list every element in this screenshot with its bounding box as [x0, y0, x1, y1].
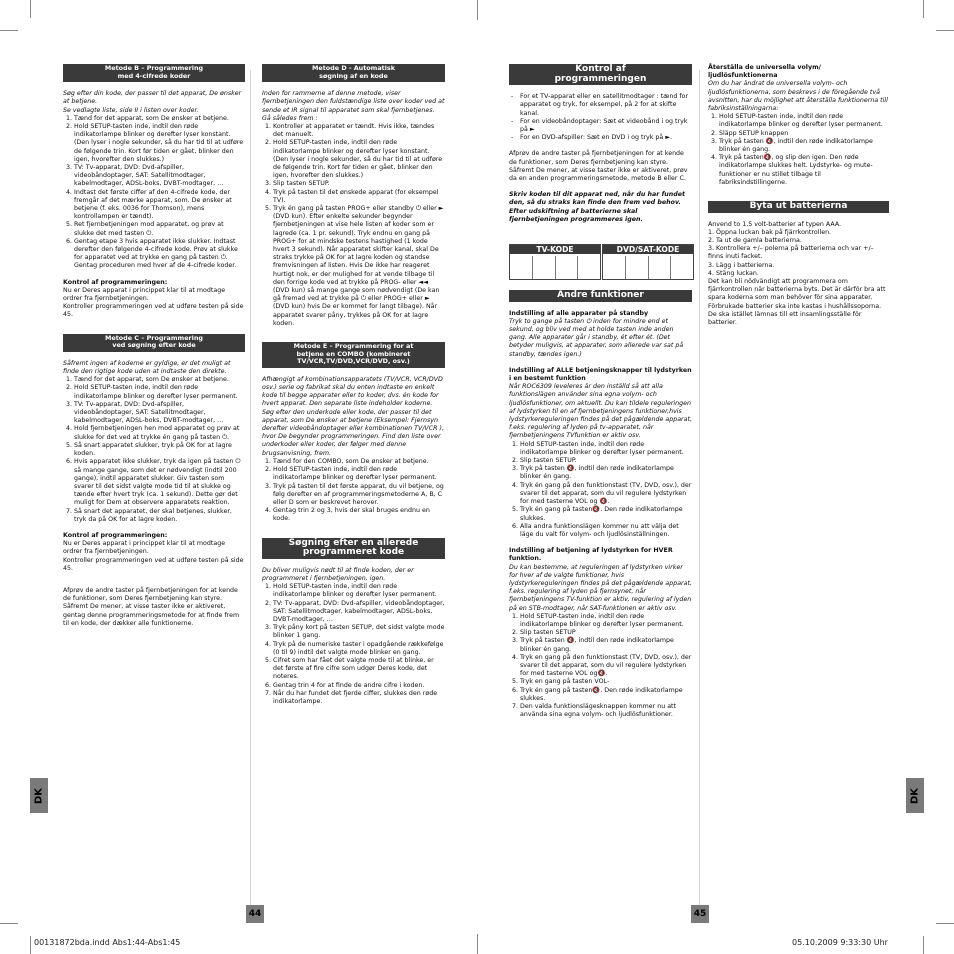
step: 6. Tryk én gang på tasten🔇. Den røde indikatorlampe slukkes.	[520, 687, 692, 703]
step: 4. Tryk én gang på den funktionstast (TV, DVD, osv.), der svarer til det apparat, som du vil regulere lydstyrken for med tasterne VOL og 🔇.	[520, 482, 692, 507]
footer-file-info: 00131872bda.indd Abs1:44-Abs1:45	[34, 938, 181, 947]
step: 3. Tryk på tasten 🔇, indtil den røde indikatorlampe blinker én gang.	[520, 637, 692, 653]
step: 1. Hold SETUP-tasten inde, indtil den røde indikatorlampe blinker og derefter lyser permanent.	[520, 441, 692, 457]
step: 5. Tryk en gang på tasten VOL-	[520, 678, 692, 686]
step: 5. Ret fjernbetjeningen mod apparatet, og prøv at slukke det med tasten ⏻.	[74, 221, 245, 237]
crop-mark	[30, 0, 31, 18]
paragraph: Nu er Deres apparat i princippet klar til at modtage ordrer fra fjernbetjeningen. Kontroller programmeringen ved at udføre testen på side 45.	[63, 540, 244, 572]
step: 1. Hold SETUP-tasten inde, indtil den røde indikatorlampe blinker og derefter lyser permanent.	[719, 113, 889, 129]
gutter-line	[699, 70, 700, 915]
list-item: - For en videobåndoptager: Sæt et videobånd i og tryk på ►	[520, 118, 692, 134]
section-header-other-functions: Andre funktioner	[509, 290, 692, 302]
code-cell-divider	[555, 256, 556, 279]
paragraph: Du kan bestemme, at reguleringen af lydstyrken virker for hver af de valgte funktioner, hvis lydstyrkereguleringen findes på det pågældende apparat, f.eks. regulering af lyden på fjernsynet, når fjernbetjeningens TV-funktion er aktiv, regulering af lyden på en STB-modtager, når SAT-funktionen er aktiv osv.	[509, 563, 692, 612]
step: 4. Gentag trin 2 og 3, hvis der skal bruges endnu en kode.	[273, 507, 445, 523]
crop-mark	[923, 936, 924, 954]
code-cell-divider	[577, 256, 578, 279]
step: 2. Slip tasten SETUP.	[520, 457, 692, 465]
intro-text: Såfremt ingen af koderne er gyldige, er det muligt at finde den rigtige kode uden at indtaste den direkte.	[63, 359, 231, 376]
crop-mark	[0, 30, 18, 31]
step: 3. Tryk på tasten til det første apparat, du vil betjene, og følg derefter en af programmeringsmetoderne A, B, C eller D som er beskrevet herover.	[273, 483, 445, 508]
crop-mark	[0, 923, 18, 924]
paragraph: Anvend to 1,5 volt-batterier af typen AAA. 1. Öppna luckan bak på fjärrkontrollen. 2. Ta ut de gamla batterierna. 3. Kontrollera +/– polerna på batterierna och var +/– finns inuti facket. 3. Lägg i batterierna. 4. Stäng luckan. Det kan bli nödvändigt att programmera om fjärrkontrollen när batterierna byts. Det är därför bra att spara koderna som man behöver för sina apparater. Förbrukade batterier ska inte kastas i hushållssoporna. De ska istället lämnas till ett insamlingsställe för batterier.	[708, 220, 886, 327]
section-header-method-e: Metode E – Programmering for at betjene en COMBO (kombineret TV/VCR,TV/DVD,VCR/DVD, osv.)	[262, 342, 445, 368]
paragraph: Tryk to gange på tasten ⏻ inden for mindre end et sekund, og bliv ved med at holde tasten inde anden gang. Alle apparater går i standby, ét efter ét. (Det betyder muligvis, at apparater, som allerede var sat på standby, tændes igen.)	[509, 317, 684, 358]
crop-mark	[477, 934, 478, 954]
steps-volume-all	[509, 441, 692, 539]
crop-mark	[936, 923, 954, 924]
step: 2. Hold SETUP-tasten inde, indtil den røde indikatorlampe blinker og derefter lyser konstant. (Den lyser i nogle sekunder, så du har tid til at udføre de følgende trin. Kort før tiden er gået, blinker den igen, hvorefter den slukkes.)	[74, 123, 245, 164]
steps-method-d	[262, 123, 445, 328]
step: 2. Slip tasten SETUP	[520, 629, 692, 637]
step: 3. Slip tasten SETUP.	[273, 180, 445, 188]
step: 1. Kontroller at apparatet er tændt. Hvis ikke, tændes det manuelt.	[273, 123, 445, 139]
page-number-left: 44	[246, 905, 264, 923]
step: 7. Når du har fundet det fjerde ciffer, slukkes den røde indikatorlampe.	[273, 690, 445, 706]
steps-search-code	[262, 583, 445, 706]
step: 3. TV: Tv-apparat, DVD: Dvd-afspiller, videobåndoptager, SAT: Satellitmodtager, kabelmodtager, ADSL-boks, DVBT-modtager, …	[74, 401, 245, 426]
step: 5. Tryk én gang på tasten🔇. Den røde indikatorlampe slukkes.	[520, 506, 692, 522]
step: 1. Hold SETUP-tasten inde, indtil den røde indikatorlampe blinker og derefter lyser permanent.	[520, 613, 692, 629]
step: 1. Tænd for det apparat, som De ønsker at betjene.	[74, 115, 245, 123]
section-header-search-code: Søgning efter en allerede programmeret kode	[262, 538, 445, 559]
step: 6. Alla andra funktionslägen kommer nu att välja det läge du valt för volym- och ljudlösinställningen.	[520, 523, 692, 539]
section-header-batteries: Byta ut batterierna	[708, 201, 889, 213]
paragraph: Når ROC6309 leveleres är den inställd så att alla funktionslägen använder sina egna volym- och ljudlösfunktioner, om aktuellt. Du kan tildele reguleringen af lydstyrken til en af fjernbetjeningens funktioner,hvis lydstyrkereguleringen findes på det pågældende apparat, f.eks. regulering af lyden på tv-apparatet, når fjernbetjeningens TVfunktion er aktiv osv.	[509, 383, 692, 440]
step: 5. Så snart apparatet slukker, tryk på OK for at lagre koden.	[74, 442, 245, 458]
list-item: - For en DVD-afspiller: Sæt en DVD i og tryk på ►.	[520, 134, 692, 142]
language-tab-left: DK	[30, 778, 48, 813]
subheading: Kontrol af programmeringen:	[63, 531, 168, 539]
code-cell-divider	[670, 256, 671, 279]
section-header-method-d: Metode D - Automatisk søgning af en kode	[262, 64, 445, 82]
crop-mark	[30, 936, 31, 954]
step: 2. Släpp SETUP knappen	[719, 130, 889, 138]
column-4	[708, 64, 889, 327]
section-header-check-programming: Kontrol af programmeringen	[509, 64, 692, 85]
warning-text: Skriv koden til dit apparat ned, når du har fundet den, så du straks kan finde den frem ved behov. Efter udskiftning af batterierne skal fjernbetjeningen programmeres igen.	[509, 191, 686, 223]
step: 3. Tryk påny kort på tasten SETUP, det sidst valgte mode blinker 1 gang.	[273, 624, 445, 640]
paragraph: Afprøv de andre taster på fjernbetjeningen for at kende de funktioner, som Deres fjernbetjening kan styre. Såfremt De mener, at visse taster ikke er aktiveret, prøv da en anden programmeringsmetode, metode B eller C.	[509, 150, 688, 183]
gutter-line	[250, 70, 251, 915]
check-list	[509, 93, 692, 142]
step: 4. Hold fjernbetjeningen hen mod apparatet og prøv at slukke for det ved at trykke én gang på tasten ⏻.	[74, 425, 245, 441]
crop-mark	[936, 30, 954, 31]
step: 2. Hold SETUP-tasten inde, indtil den røde indikatorlampe blinker og derefter lyser konstant. (Den lyser i nogle sekunder, så du har tid til at udføre de følgende trin. Kort før tiden er gået, blinker den igen, hvorefter den slukkes.)	[273, 139, 445, 180]
step: 6. Gentag trin 4 for at finde de andre cifre i koden.	[273, 682, 445, 690]
step: 1. Hold SETUP-tasten inde, indtil den røde indikatorlampe blinker og derefter lyser permanent.	[273, 583, 445, 599]
step: 3. Tryk på tasten 🔇, indtil den røde indikatorlampe blinker én gang.	[719, 138, 889, 154]
column-3	[509, 64, 692, 719]
step: 2. TV: Tv-apparat, DVD: Dvd-afspiller, videobåndoptager, SAT: Satellitmodtager, kabelmodtager, ADSL-boks, DVBT-modtager, …	[273, 600, 445, 625]
step: 6. Hvis apparatet ikke slukker, tryk da igen på tasten ⏻ så mange gange, som det er nødvendigt (indtil 200 gange), indtil apparatet slukker. Giv tasten som svarer til det sidst valgte mode tid til at slukke og tænde efter hvert tryk (ca. 1 sekund). Dette gør det muligt for Dem at observere apparatets reaktion.	[74, 458, 245, 507]
steps-reset-volume	[708, 113, 889, 187]
step: 6. Gentag etape 3 hvis apparatet ikke slukker. Indtast derefter den følgende 4-cifrede kode. Prøv at slukke for apparatet ved at trykke en gang på tasten ⏻. Gentag proceduren med hver af de 4-cifrede koder.	[74, 238, 245, 271]
section-header-method-c: Metode C – Programmering ved søgning efter kode	[63, 334, 245, 352]
intro-text: Om du har ändrat de universella volym- och ljudlösfunktionerna, som beskrevs i de föregående två avsnitten, har du möjlighet att återställa funktionerna till fabriksinställningarna:	[708, 80, 888, 113]
intro-text: Søg efter din kode, der passer til det apparat, De ønsker at betjene. Se vedlagte liste, side II i listen over koder.	[63, 90, 242, 114]
footer-timestamp: 05.10.2009 9:33:30 Uhr	[792, 938, 888, 947]
step: 4. Tryk en gang på den funktionstast (TV, DVD, osv.), der svarer til det apparat, som du vil regulere lydstyrken for med tasterne VOL og🔇.	[520, 654, 692, 679]
steps-volume-each	[509, 613, 692, 720]
paragraph: Nu er Deres apparat i princippet klar til at modtage ordrer fra fjernbetjeningen. Kontroller programmeringen ved at udføre testen på side 45.	[63, 286, 244, 319]
code-cell-divider	[532, 256, 533, 279]
step: 2. Hold SETUP-tasten inde, indtil den røde indikatorlampe blinker og derefter lyser permanent.	[74, 384, 245, 400]
step: 4. Indtast det første ciffer af den 4-cifrede kode, der fremgår af det mærke apparat, som. De ønsker at betjene (f. eks. 0036 for Thomson), mens kontrollampen er tændt).	[74, 189, 245, 222]
subheading: Indstilling af ALLE betjeningsknapper til lydstyrken i en bestemt funktion	[509, 366, 692, 383]
step: 3. TV: Tv-apparat, DVD: Dvd-afspiller, videobåndoptager, SAT: Satellitmodtager, kabelmodtager, ADSL-boks, DVBT-modtager, …	[74, 164, 245, 189]
crop-mark	[477, 0, 478, 20]
list-item: - For et TV-apparat eller en satellitmodtager : tænd for apparatet og tryk, for eksempel, på 2 for at skifte kanal.	[520, 93, 692, 118]
column-2	[262, 64, 445, 706]
step: 4. Tryk på tasten🔇, og slip den igen. Den røde indikatorlampe slukkes helt. Lydstyrke- og mute-funktioner er nu stillet tilbage til fabriksindstillingerne.	[719, 154, 889, 187]
intro-text: Du bliver muligvis nødt til at finde koden, der er programmeret i fjernbetjeningen, igen.	[262, 566, 414, 582]
step: 4. Tryk på de numeriske taster i opadgående rækkefølge (0 til 9) indtil det valgte mode blinker en gang.	[273, 641, 445, 657]
intro-text: Afhængigt af kombinationsapparatets (TV/VCR, VCR/DVD osv.) serie og fabrikat skal du enten indtaste en enkelt kode til begge apparater eller to koder, dvs. én kode for hvert apparat. Den separate liste indeholder koderne. Søg efter den underkode eller kode, der passer til det apparat, som De ønsker at betjene (Eksempel: Fjernsyn derefter videobåndoptager eller kombinationen TV/VCR ), hvor De begynder programmeringen. Find den liste over underkoder eller koder, der følger med denne brugsanvisning, frem.	[262, 375, 444, 457]
code-boxes	[509, 224, 692, 276]
steps-method-c	[63, 376, 245, 524]
subheading: Kontrol af programmeringen:	[63, 278, 168, 286]
dvd-sat-code-box	[602, 244, 694, 280]
section-header-method-b: Metode B – Programmering med 4-cifrede koder	[63, 64, 245, 82]
subheading: Indstilling af alle apparater på standby	[509, 309, 649, 317]
column-1	[63, 64, 245, 628]
step: 3. Tryk på tasten 🔇, indtil den røde indikatorlampe blinker én gang.	[520, 465, 692, 481]
step: 2. Hold SETUP-tasten inde, indtil den røde indikatorlampe blinker og derefter lyser permanent.	[273, 466, 445, 482]
intro-text: Inden for rammerne af denne metode, viser fjernbetjeningen den fuldstændige liste over koder ved at sende et IR signal til apparatet som skal fjernbetjenes. Gå således frem :	[262, 90, 445, 122]
step: 1. Tænd for det apparat, som De ønsker at betjene.	[74, 376, 245, 384]
tv-code-label: TV-KODE	[510, 245, 600, 254]
step: 7. Så snart det apparatet, der skal betjenes, slukker, tryk da på OK for at lagre koden.	[74, 508, 245, 524]
code-cell-divider	[625, 256, 626, 279]
language-tab-right: DK	[906, 778, 924, 813]
step: 5. Tryk én gang på tasten PROG+ eller standby ⏻ eller ► (DVD kun). Efter enkelte sekunder begynder fjernbetjeningen at vise hele listen af koder som er lagrede (ca. 1 pr. sekund). Tryk endnu en gang på PROG+ for at mindske testens hastighed (1 kode hvert 3 sekund). Når apparatet skifter kanal, skal De straks trykke på OK for at lagre koden og standse fremvisningen af listen. Hvis De ikke har reageret hurtigt nok, er der mulighed for at vende tilbage til den forrige kode ved at trykke på PROG- eller ◄◄ (DVD kun) så mange gange som nødvendigt (De kan gå fremad ved at trykke på ⏻ eller PROG+ eller ► (DVD kun) hvis De er kommet for langt tilbage). Når apparatet svarer påny, trykkes på OK for at lagre koden.	[273, 205, 445, 328]
tv-code-box	[509, 244, 601, 280]
steps-method-e	[262, 458, 445, 524]
crop-mark	[923, 0, 924, 18]
code-cell-divider	[648, 256, 649, 279]
page-number-right: 45	[691, 905, 709, 923]
step: 1. Tænd for den COMBO, som De ønsker at betjene.	[273, 458, 445, 466]
dvd-sat-code-label: DVD/SAT-KODE	[603, 245, 693, 254]
paragraph: Afprøv de andre taster på fjernbetjeningen for at kende de funktioner, som Deres fjernbetjening kan styre. Såfremt De mener, at visse taster ikke er aktiveret, gentag denne programmeringsmetode for at finde frem til en kode, der dækker alle funktionerne.	[63, 586, 240, 627]
subheading: Återställa de universella volym/ ljudlösfunktionerna	[708, 64, 821, 80]
steps-method-b	[63, 115, 245, 271]
step: 4. Tryk på tasten til det ønskede apparat (for eksempel TV).	[273, 189, 445, 205]
step: 7. Den valda funktionslägesknappen kommer nu att använda sina egna volym- och ljudlösfunktioner.	[520, 703, 692, 719]
step: 5. Cifret som har fået det valgte mode til at blinke, er det første af fire cifre som udgør Deres kode, det noteres.	[273, 657, 445, 682]
subheading: Indstilling af betjening af lydstyrken for HVER funktion.	[509, 547, 673, 563]
